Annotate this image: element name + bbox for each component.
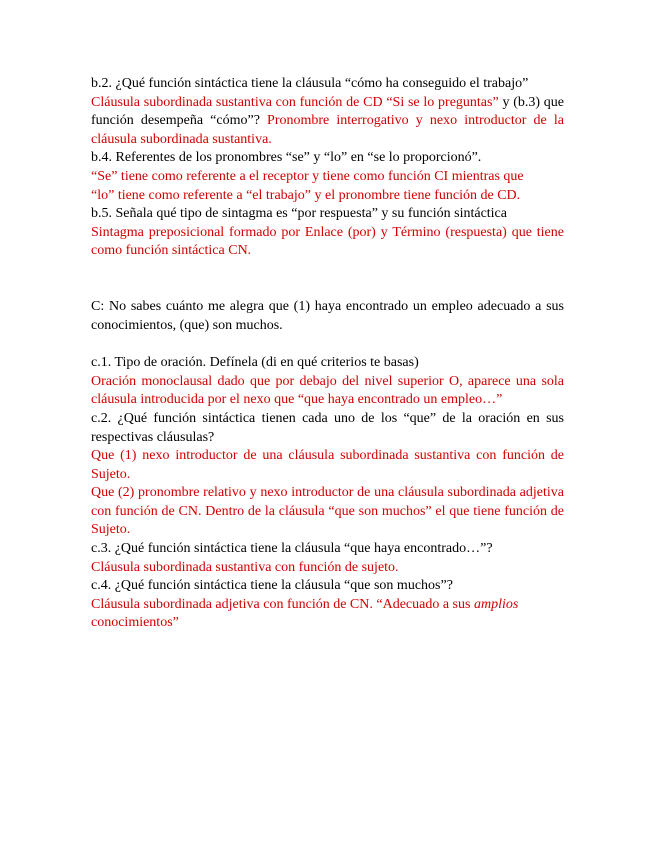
- answer-c2-que1: Que (1) nexo introductor de una cláusula subordinada sustantiva con función de Sujeto.: [91, 448, 564, 482]
- question-b5: b.5. Señala qué tipo de sintagma es “por respuesta” y su función sintáctica: [91, 206, 507, 222]
- answer-b4-line2: “lo” tiene como referente a “el trabajo” y el pronombre tiene función de CD.: [91, 187, 521, 203]
- answer-b4-line1: “Se” tiene como referente a el receptor y tiene como función CI mientras que: [91, 168, 524, 184]
- question-c2: c.2. ¿Qué función sintáctica tienen cada uno de los “que” de la oración en sus respectivas cláusulas?: [91, 410, 564, 445]
- question-c3: c.3. ¿Qué función sintáctica tiene la cláusula “que haya encontrado…”?: [91, 541, 493, 557]
- document-page: [91, 75, 564, 633]
- answer-c4: [91, 596, 564, 633]
- answer-b2: Cláusula subordinada sustantiva con función de CD “Si se lo preguntas”: [91, 94, 499, 110]
- question-b3: y (b.3) que función desempeña “cómo”?: [91, 94, 564, 129]
- answer-c3: Cláusula subordinada sustantiva con función de sujeto.: [91, 559, 399, 575]
- answer-b3: Pronombre interrogativo y nexo introductor de la cláusula subordinada sustantiva.: [91, 113, 564, 147]
- paragraph-b2: [91, 75, 564, 149]
- answer-b4: [91, 168, 564, 205]
- question-c4: c.4. ¿Qué función sintáctica tiene la cláusula “que son muchos”?: [91, 578, 453, 594]
- answer-c4-start: Cláusula subordinada adjetiva con función de CN. “Adecuado a sus: [91, 596, 474, 612]
- sentence-c: C: No sabes cuánto me alegra que (1) haya encontrado un empleo adecuado a sus conocimientos, (que) son muchos.: [91, 298, 564, 333]
- question-b4: b.4. Referentes de los pronombres “se” y “lo” en “se lo proporcionó”.: [91, 150, 482, 166]
- question-c1: c.1. Tipo de oración. Defínela (di en qué criterios te basas): [91, 355, 419, 371]
- answer-c4-end: conocimientos”: [91, 615, 179, 631]
- paragraph-gap: [91, 335, 564, 354]
- answer-c2-que2: Que (2) pronombre relativo y nexo introductor de una cláusula subordinada adjetiva con función de CN. Dentro de la cláusula “que son muchos” el que tiene función de Sujeto.: [91, 485, 564, 538]
- section-gap: [91, 261, 564, 298]
- question-b2: b.2. ¿Qué función sintáctica tiene la cláusula “cómo ha conseguido el trabajo”: [91, 76, 529, 91]
- answer-c4-italic: amplios: [473, 596, 519, 612]
- answer-b5: Sintagma preposicional formado por Enlace (por) y Término (respuesta) que tiene como función sintáctica CN.: [91, 224, 564, 259]
- answer-c1: Oración monoclausal dado que por debajo del nivel superior O, aparece una sola cláusula introducida por el nexo que “que haya encontrado un empleo…”: [91, 373, 564, 408]
